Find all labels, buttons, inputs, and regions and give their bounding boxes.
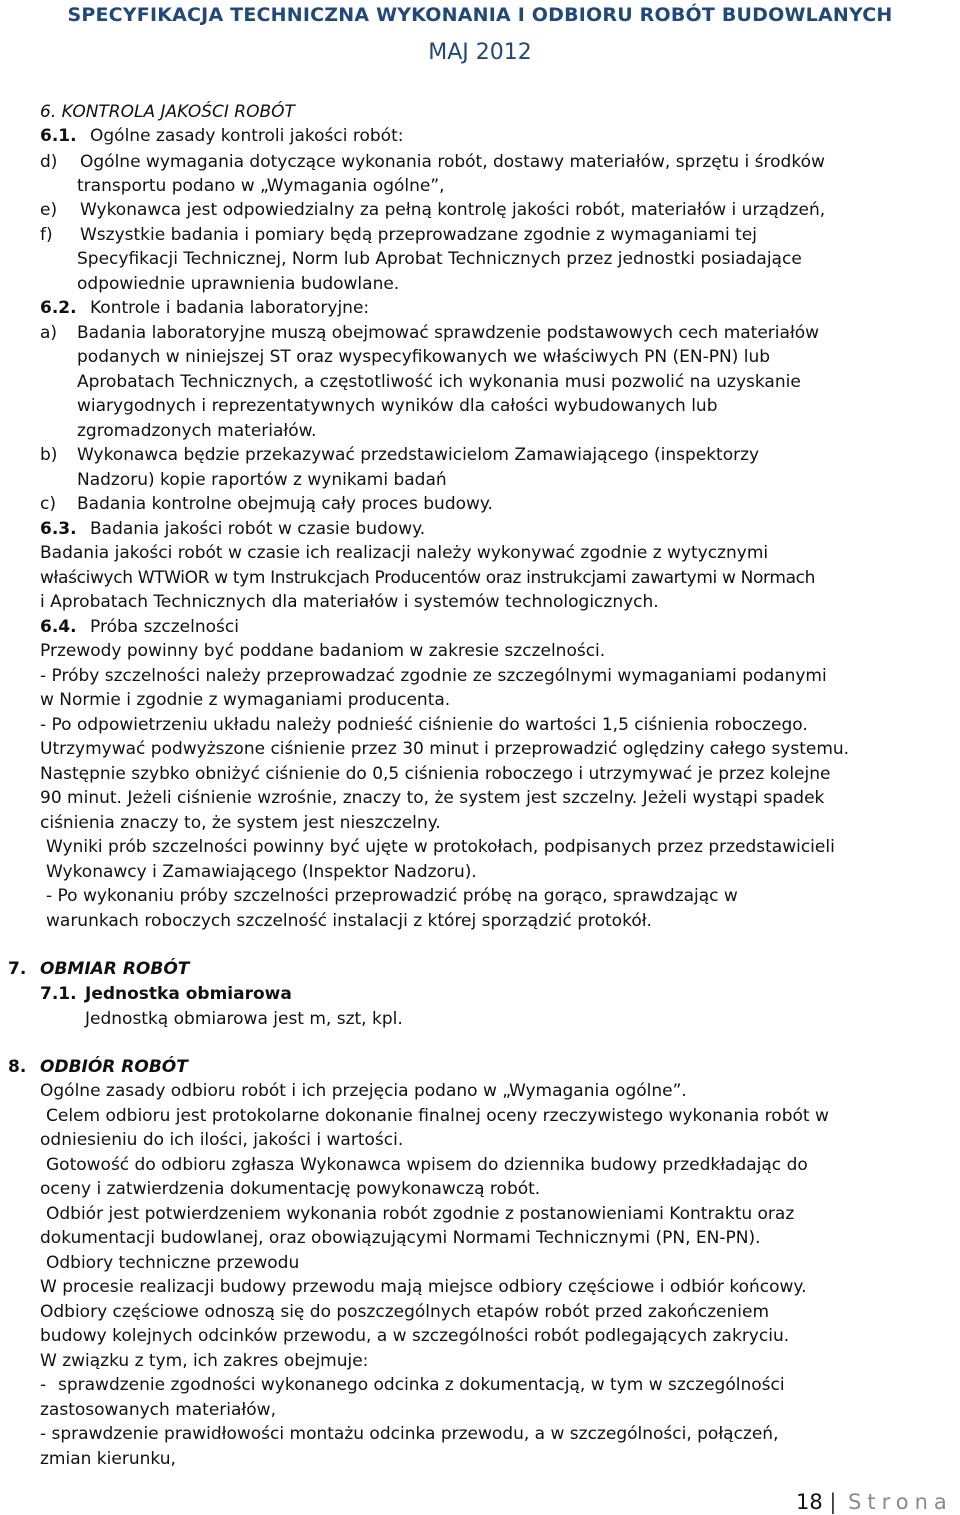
section-8-line-7: dokumentacji budowlanej, oraz obowiązującymi Normami Technicznymi (PN, EN-PN). xyxy=(40,1228,761,1248)
section-6-heading: 6. KONTROLA JAKOŚCI ROBÓT xyxy=(40,102,295,122)
section-6-4-line-4: - Po odpowietrzeniu układu należy podnieść ciśnienie do wartości 1,5 ciśnienia roboczego. xyxy=(40,715,808,735)
section-8-bullet-1-text: sprawdzenie zgodności wykonanego odcinka z dokumentacją, w tym w szczególności xyxy=(58,1375,785,1395)
section-6-3-para-1: Badania jakości robót w czasie ich realizacji należy wykonywać zgodnie z wytycznymi xyxy=(40,543,769,563)
section-8-line-1: Ogólne zasady odbioru robót i ich przejęcia podano w „Wymagania ogólne”. xyxy=(40,1081,687,1101)
section-8-line-6: Odbiór jest potwierdzeniem wykonania robót zgodnie z postanowieniami Kontraktu oraz xyxy=(46,1204,795,1224)
page-number: 18 xyxy=(796,1490,823,1514)
item-f-text-cont-1: Specyfikacji Technicznej, Norm lub Aprobat Technicznych przez jednostki posiadające xyxy=(77,249,802,269)
footer-page-word: Strona xyxy=(848,1490,953,1514)
item-c-marker: c) xyxy=(40,494,56,514)
section-7-1-number: 7.1. xyxy=(40,984,77,1004)
section-6-4-line-1: Przewody powinny być poddane badaniom w zakresie szczelności. xyxy=(40,641,606,661)
item-c-text: Badania kontrolne obejmują cały proces budowy. xyxy=(77,494,493,514)
section-8-bullet-2-cont: zmian kierunku, xyxy=(40,1449,176,1469)
item-a-text-cont-1: podanych w niniejszej ST oraz wyspecyfikowanych we właściwych PN (EN-PN) lub xyxy=(77,347,771,367)
section-6-2-title: Kontrole i badania laboratoryjne: xyxy=(90,298,370,318)
section-6-3-title: Badania jakości robót w czasie budowy. xyxy=(90,519,426,539)
item-a-text: Badania laboratoryjne muszą obejmować sprawdzenie podstawowych cech materiałów xyxy=(77,323,820,343)
item-d-text-cont: transportu podano w „Wymagania ogólne”, xyxy=(77,176,445,196)
section-8-heading: ODBIÓR ROBÓT xyxy=(40,1057,188,1077)
section-8-line-4: Gotowość do odbioru zgłasza Wykonawca wpisem do dziennika budowy przedkładając do xyxy=(46,1155,808,1175)
section-8-bullet-1-cont: zastosowanych materiałów, xyxy=(40,1400,276,1420)
section-6-4-line-7: 90 minut. Jeżeli ciśnienie wzrośnie, znaczy to, że system jest szczelny. Jeżeli wystąpi spadek xyxy=(40,788,825,808)
footer-page-number xyxy=(796,1490,837,1514)
section-6-4-line-9: Wyniki prób szczelności powinny być ujęte w protokołach, podpisanych przez przedstawicieli xyxy=(46,837,835,857)
section-6-4-line-8: ciśnienia znaczy to, że system jest nieszczelny. xyxy=(40,813,441,833)
section-6-4-line-3: w Normie i zgodnie z wymaganiami producenta. xyxy=(40,690,451,710)
section-6-3-number: 6.3. xyxy=(40,519,77,539)
item-b-text: Wykonawca będzie przekazywać przedstawicielom Zamawiającego (inspektorzy xyxy=(77,445,760,465)
section-6-4-line-12: warunkach roboczych szczelność instalacji z której sporządzić protokół. xyxy=(46,911,652,931)
section-8-line-11: budowy kolejnych odcinków przewodu, a w szczególności robót podlegających zakryciu. xyxy=(40,1326,790,1346)
item-e-marker: e) xyxy=(40,200,58,220)
section-6-4-title: Próba szczelności xyxy=(90,617,239,637)
section-8-line-3: odniesieniu do ich ilości, jakości i wartości. xyxy=(40,1130,404,1150)
item-d-marker: d) xyxy=(40,152,58,172)
item-b-marker: b) xyxy=(40,445,58,465)
section-6-3-para-2: właściwych WTWiOR w tym Instrukcjach Producentów oraz instrukcjami zawartymi w Normach xyxy=(40,568,816,588)
item-d-text: Ogólne wymagania dotyczące wykonania robót, dostawy materiałów, sprzętu i środków xyxy=(80,152,825,172)
section-8-bullet-1-dash: - xyxy=(40,1375,47,1395)
section-6-2-number: 6.2. xyxy=(40,298,77,318)
item-f-text: Wszystkie badania i pomiary będą przeprowadzane zgodnie z wymaganiami tej xyxy=(80,225,757,245)
section-7-number: 7. xyxy=(8,959,27,979)
section-6-1-number: 6.1. xyxy=(40,126,77,146)
section-8-line-2: Celem odbioru jest protokolarne dokonanie finalnej oceny rzeczywistego wykonania robót w xyxy=(46,1106,829,1126)
section-7-1-text: Jednostką obmiarowa jest m, szt, kpl. xyxy=(85,1009,403,1029)
section-6-4-line-10: Wykonawcy i Zamawiającego (Inspektor Nadzoru). xyxy=(46,862,477,882)
item-b-text-cont: Nadzoru) kopie raportów z wynikami badań xyxy=(77,470,447,490)
header-title: SPECYFIKACJA TECHNICZNA WYKONANIA I ODBIORU ROBÓT BUDOWLANYCH xyxy=(67,4,893,26)
item-a-text-cont-2: Aprobatach Technicznych, a częstotliwość ich wykonania musi pozwolić na uzyskanie xyxy=(77,372,801,392)
item-a-text-cont-3: wiarygodnych i reprezentatywnych wyników dla całości wybudowanych lub xyxy=(77,396,718,416)
item-a-marker: a) xyxy=(40,323,58,343)
section-8-line-12: W związku z tym, ich zakres obejmuje: xyxy=(40,1351,369,1371)
item-a-text-cont-4: zgromadzonych materiałów. xyxy=(77,421,317,441)
section-8-line-5: oceny i zatwierdzenia dokumentację powykonawczą robót. xyxy=(40,1179,541,1199)
section-6-3-para-3: i Aprobatach Technicznych dla materiałów i systemów technologicznych. xyxy=(40,592,659,612)
section-7-heading: OBMIAR ROBÓT xyxy=(40,959,190,979)
section-8-number: 8. xyxy=(8,1057,27,1077)
section-8-line-8: Odbiory techniczne przewodu xyxy=(46,1253,300,1273)
section-6-4-line-6: Następnie szybko obniżyć ciśnienie do 0,5 ciśnienia roboczego i utrzymywać je przez kolejne xyxy=(40,764,831,784)
item-f-text-cont-2: odpowiednie uprawnienia budowlane. xyxy=(77,274,400,294)
section-8-bullet-2-text: - sprawdzenie prawidłowości montażu odcinka przewodu, a w szczególności, połączeń, xyxy=(40,1424,779,1444)
footer-separator: | xyxy=(829,1490,837,1514)
section-6-4-line-5: Utrzymywać podwyższone ciśnienie przez 30 minut i przeprowadzić oględziny całego systemu. xyxy=(40,739,850,759)
header-date: MAJ 2012 xyxy=(428,40,532,65)
item-e-text: Wykonawca jest odpowiedzialny za pełną kontrolę jakości robót, materiałów i urządzeń, xyxy=(80,200,826,220)
item-f-marker: f) xyxy=(40,225,53,245)
section-6-4-line-11: - Po wykonaniu próby szczelności przeprowadzić próbę na gorąco, sprawdzając w xyxy=(46,886,738,906)
section-8-line-9: W procesie realizacji budowy przewodu mają miejsce odbiory częściowe i odbiór końcowy. xyxy=(40,1277,807,1297)
section-6-1-title: Ogólne zasady kontroli jakości robót: xyxy=(90,126,404,146)
section-6-4-line-2: - Próby szczelności należy przeprowadzać zgodnie ze szczególnymi wymaganiami podanymi xyxy=(40,666,827,686)
section-7-1-title: Jednostka obmiarowa xyxy=(85,984,292,1004)
section-6-4-number: 6.4. xyxy=(40,617,77,637)
section-8-line-10: Odbiory częściowe odnoszą się do poszczególnych etapów robót przed zakończeniem xyxy=(40,1302,770,1322)
